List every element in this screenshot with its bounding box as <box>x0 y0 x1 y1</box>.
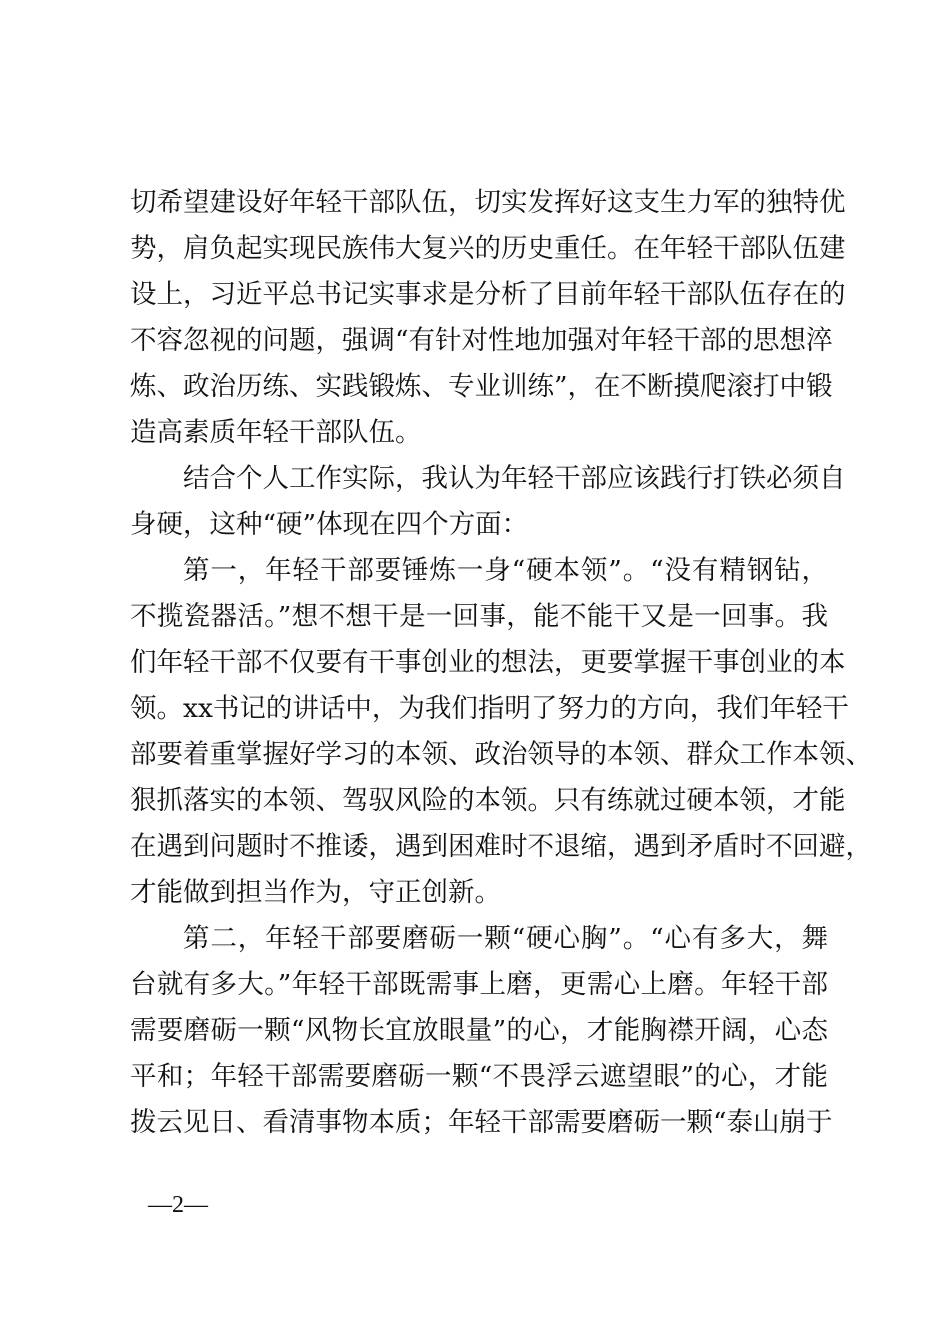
paragraph <box>130 456 846 548</box>
text-line: 部要着重掌握好学习的本领、政治领导的本领、群众工作本领、 <box>130 739 872 770</box>
paragraph <box>130 916 833 1146</box>
text-line: 不揽瓷器活。”想不想干是一回事，能不能干又是一回事。我 <box>130 601 828 632</box>
text-line: 需要磨砺一颗“风物长宜放眼量”的心，才能胸襟开阔，心态 <box>130 1015 828 1046</box>
text-line: 造高素质年轻干部队伍。 <box>130 417 422 448</box>
text-line: 们年轻干部不仅要有干事创业的想法，更要掌握干事创业的本 <box>130 647 846 678</box>
paragraph <box>130 180 846 456</box>
text-line: 不容忽视的问题，强调“有针对性地加强对年轻干部的思想淬 <box>130 325 833 356</box>
text-line: 结合个人工作实际，我认为年轻干部应该践行打铁必须自 <box>183 463 846 494</box>
text-line: 设上，习近平总书记实事求是分析了目前年轻干部队伍存在的 <box>130 279 846 310</box>
text-line: 势，肩负起实现民族伟大复兴的历史重任。在年轻干部队伍建 <box>130 233 846 264</box>
text-line: 第一，年轻干部要锤炼一身“硬本领”。“没有精钢钻， <box>183 555 828 586</box>
text-line: 领。xx书记的讲话中，为我们指明了努力的方向，我们年轻干 <box>130 693 849 724</box>
text-line: 切希望建设好年轻干部队伍，切实发挥好这支生力军的独特优 <box>130 187 846 218</box>
text-line: 平和；年轻干部需要磨砺一颗“不畏浮云遮望眼”的心，才能 <box>130 1061 828 1092</box>
document-body <box>130 180 872 1146</box>
text-line: 炼、政治历练、实践锻炼、专业训练”，在不断摸爬滚打中锻 <box>130 371 833 402</box>
text-line: 身硬，这种“硬”体现在四个方面： <box>130 509 529 540</box>
paragraph <box>130 548 872 916</box>
text-line: 台就有多大。”年轻干部既需事上磨，更需心上磨。年轻干部 <box>130 969 828 1000</box>
text-line: 狠抓落实的本领、驾驭风险的本领。只有练就过硬本领，才能 <box>130 785 846 816</box>
text-line: 在遇到问题时不推诿，遇到困难时不退缩，遇到矛盾时不回避， <box>130 831 872 862</box>
text-line: 拨云见日、看清事物本质；年轻干部需要磨砺一颗“泰山崩于 <box>130 1107 833 1138</box>
page-number: —2— <box>148 1192 208 1218</box>
text-line: 第二，年轻干部要磨砺一颗“硬心胸”。“心有多大，舞 <box>183 923 828 954</box>
text-line: 才能做到担当作为，守正创新。 <box>130 877 501 908</box>
